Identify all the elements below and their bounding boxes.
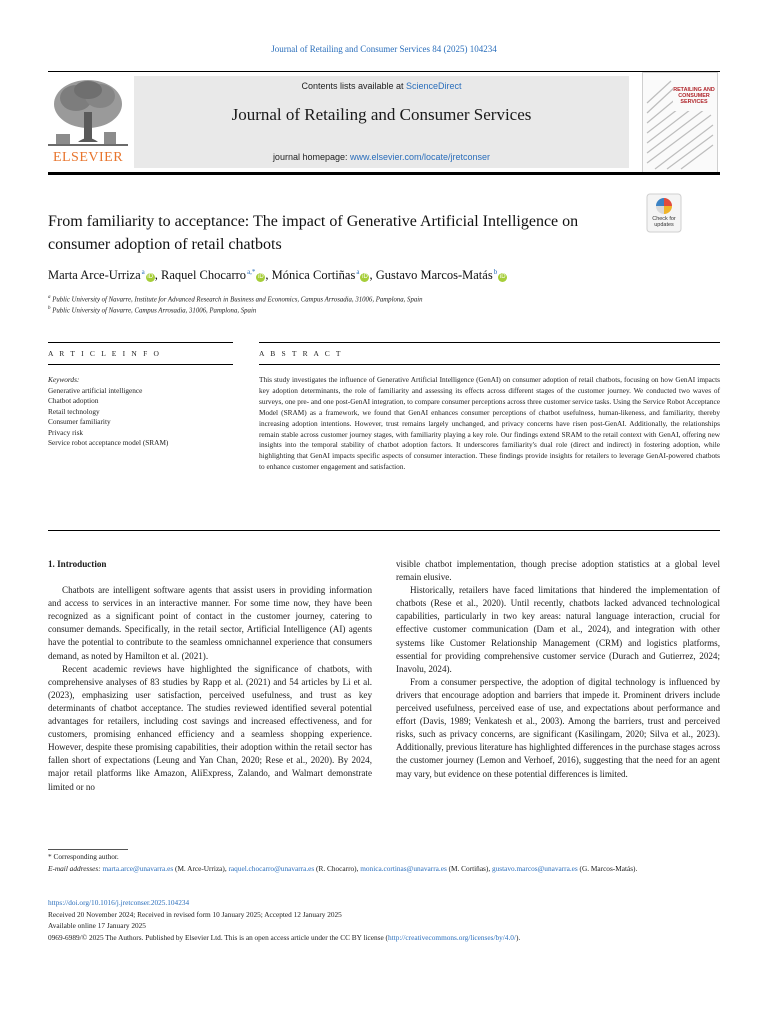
body-column-right [396, 558, 720, 781]
orcid-icon[interactable]: iD [147, 274, 154, 281]
section-heading: 1. Introduction [48, 559, 107, 569]
email-link[interactable]: raquel.chocarro@unavarra.es [228, 864, 315, 873]
keyword: Generative artificial intelligence [48, 385, 143, 395]
email-addresses: E-mail addresses: marta.arce@unavarra.es (M. Arce-Urriza), raquel.chocarro@unavarra.es (R. Chocarro), monica.cortinas@unavarra.es (M. Cortiñas), gustavo.marcos@unavarra.es (G. Marcos-Matás). [48, 864, 638, 873]
paper-title: From familiarity to acceptance: The impact of Generative Artificial Intelligence on consumer adoption of retail chatbots [48, 213, 579, 253]
keyword: Privacy risk [48, 427, 84, 437]
cover-title: RETAILING AND CONSUMER SERVICES [673, 87, 715, 105]
sciencedirect-link[interactable]: ScienceDirect [406, 81, 462, 91]
article-info-heading: A R T I C L E I N F O [48, 349, 162, 358]
email-link[interactable]: monica.cortinas@unavarra.es [360, 864, 447, 873]
license-statement: 0969-6989/© 2025 The Authors. Published by Elsevier Ltd. This is an open access article under the CC BY license (http://creativecommons.org/licenses/by/4.0/). [48, 933, 521, 942]
orcid-icon[interactable]: iD [499, 274, 506, 281]
keyword: Service robot acceptance model (SRAM) [48, 438, 169, 447]
abstract-bottom-rule [48, 530, 720, 531]
journal-reference[interactable]: Journal of Retailing and Consumer Services 84 (2025) 104234 [271, 44, 497, 54]
contents-prefix: Contents lists available at [301, 81, 407, 91]
article-info-rule [48, 342, 233, 343]
check-for-updates-badge[interactable] [646, 193, 682, 233]
keyword: Consumer familiarity [48, 417, 111, 426]
abstract-rule [259, 342, 720, 343]
email-link[interactable]: gustavo.marcos@unavarra.es [491, 864, 578, 873]
author[interactable]: Gustavo Marcos-Matás$^b$iD [375, 268, 506, 283]
contents-available [134, 81, 629, 91]
crossmark-label: Check for updates [652, 216, 676, 228]
orcid-icon[interactable]: iD [362, 274, 368, 281]
homepage-link[interactable]: www.elsevier.com/locate/jretconser [350, 152, 491, 162]
license-link[interactable]: http://creativecommons.org/licenses/by/4.0/ [388, 933, 516, 942]
received-dates: Received 20 November 2024; Received in revised form 10 January 2025; Accepted 12 January 2025 [48, 910, 342, 919]
header-rule [48, 71, 720, 72]
abstract-rule [259, 364, 720, 365]
paragraph: visible chatbot implementation, though precise adoption statistics at a global level remain elusive. [396, 559, 720, 583]
author[interactable]: Raquel Chocarro$^{a,*}$iD [161, 268, 264, 283]
author[interactable]: Marta Arce-Urriza$^a$iD [48, 268, 154, 283]
abstract-text: This study investigates the influence of Generative Artificial Intelligence (GenAI) on consumer adoption of retail chatbots, focusing on how GenAI impacts key adoption determinants, the role of familiarity and assessing its effects across different stages of the customer journey. We conducted two waves of surveys, one pre- and one post-GenAI integration, to compare consumer perceptions across three customer service tasks. Using the Service Robot Acceptance Model (SRAM) as a framework, we found that GenAI enhances consumer perceptions of chatbot usefulness, human-likeness, and familiarity, thereby increasing adoption intentions. However, trust remains largely unchanged, and privacy concerns have risen post-GenAI. Additionally, the relationships remain stable across customer journey stages, with familiarity playing a key role. Our findings extend SRAM to the retail context with GenAI, offering new insights into the temporal stability of chatbot adoption factors. It underscores familiarity's dual role (direct and indirect) in fostering adoption, while highlighting that GenAI impacts specific aspects of consumer interaction. These findings provide insights for retailers to leverage GenAI-powered chatbots to enhance customer engagement and satisfaction. [259, 375, 720, 472]
article-info-rule [48, 364, 233, 365]
doi-link[interactable]: https://doi.org/10.1016/j.jretconser.2025.104234 [48, 898, 190, 907]
affiliation: $^b$ Public University of Navarre, Campus Arrosadia, 31006, Pamplona, Spain [48, 306, 257, 315]
footnote-rule [48, 849, 128, 850]
body-column-left [48, 558, 372, 794]
journal-homepage [134, 152, 629, 162]
keyword: Retail technology [48, 406, 100, 416]
author-list: Marta Arce-Urriza$^a$iD , Raquel Chocarro$^{a,*}$iD , Mónica Cortiñas$^a$iD , Gustavo Marcos-Matás$^b$iD [48, 268, 506, 283]
keywords-label: Keywords: [48, 375, 80, 384]
paragraph: From a consumer perspective, the adoption of digital technology is influenced by drivers that encourage adoption and barriers that impede it. Prominent drivers include perceived usefulness, perceived ease of use, and expectations about performance and effort (Davis, 1989; Venkatesh et al., 2003). Among the barriers, trust and perceived risks, such as privacy concerns, are significant (Kasilingam, 2020; Silva et al., 2023). Additionally, previous literature has highlighted differences in the purchase stages across the customer journey (Lemon and Verhoef, 2016), suggesting that the need for an agent may vary, but evidence on these potential differences is limited. [396, 676, 720, 779]
online-date: Available online 17 January 2025 [48, 921, 146, 930]
elsevier-tree-icon [48, 76, 128, 148]
publisher-wordmark: ELSEVIER [52, 150, 124, 165]
header-rule-thick [48, 172, 720, 175]
affiliation: $^a$ Public University of Navarre, Institute for Advanced Research in Business and Economics, Campus Arrosadia, 31006, Pamplona, Spain [48, 295, 423, 304]
orcid-icon[interactable]: iD [258, 274, 264, 281]
paragraph: Chatbots are intelligent software agents that assist users in providing information and access to services in an interactive manner. For some time now, they have been recognized as a significant point of contact in the customer journey, catering to consumer demands. Specifically, in the retail sector, Artificial Intelligence (AI) agents have the potential to contribute to the seamless omnichannel experience that consumers demand, as noted by Hamilton et al. (2021). [48, 585, 372, 661]
corresponding-note: * Corresponding author. [48, 852, 119, 861]
abstract-heading: A B S T R A C T [259, 349, 343, 358]
paragraph: Recent academic reviews have highlighted the significance of chatbots, with comprehensive analyses of 83 studies by Rapp et al. (2021) and 54 articles by Li et al. (2023), emphasizing user satisfaction, perceived usefulness, and trust as key determinants of chatbot acceptance. The studies reviewed identified several potential advantages for retailers, including cost savings and increased effectiveness, and for customers, promising enhanced efficiency and a seamless shopping experience. However, despite these promising capabilities, their adoption within the retail sector has fallen short of expectations (Leung and Yan Chan, 2020; Rese et al., 2020). By 2024, major retail platforms like Amazon, AliExpress, Zalando, and Walmart demonstrate limited or no [48, 663, 372, 792]
homepage-prefix: journal homepage: [272, 152, 350, 162]
email-link[interactable]: marta.arce@unavarra.es [102, 864, 174, 873]
journal-title: Journal of Retailing and Consumer Services [231, 105, 532, 124]
keywords [48, 375, 233, 449]
paragraph: Historically, retailers have faced limitations that hindered the implementation of chatbots (Rese et al., 2020). Until recently, chatbots lacked advanced technological capabilities, particularly in two key areas: natural language interaction, crucial for effective customer communication (Dam et al., 2024), and integration with other systems like Customer Relationship Management (CRM) and logistics platforms, essential for providing comprehensive customer service (Durach and Gutierrez, 2024; Inavolu, 2024). [396, 585, 720, 674]
journal-cover[interactable] [642, 72, 718, 174]
keyword: Chatbot adoption [48, 396, 99, 405]
author[interactable]: Mónica Cortiñas$^a$iD [271, 268, 368, 283]
